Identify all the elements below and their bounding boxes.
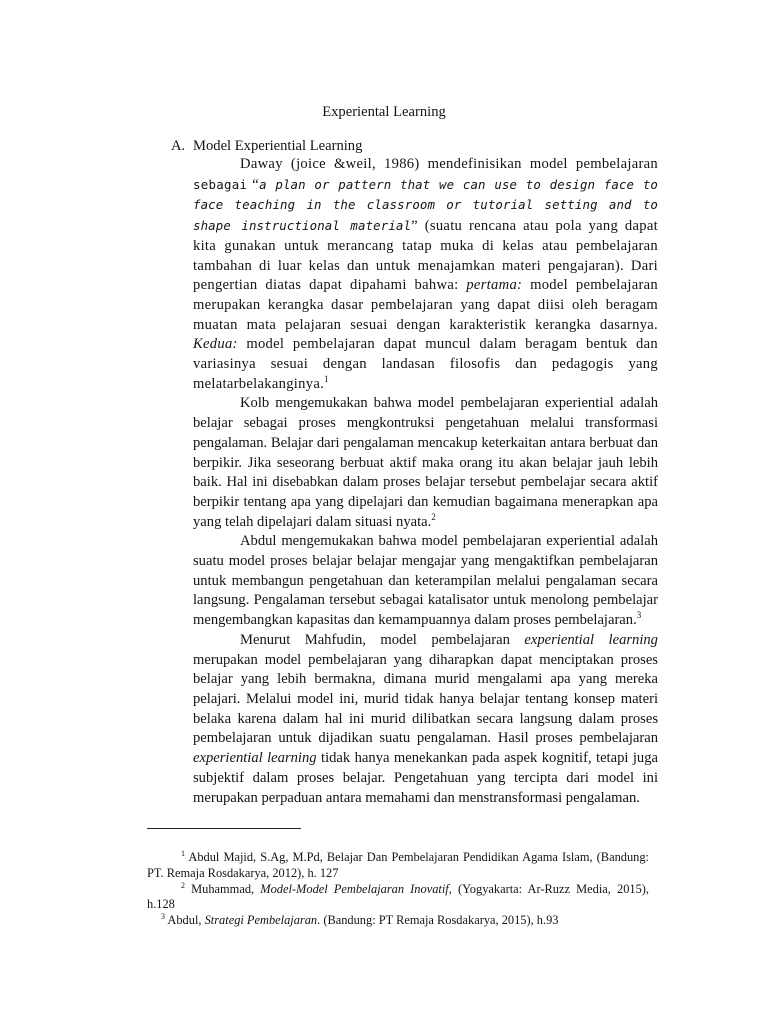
p1-quote-line-1: a plan or pattern that we can use to design face to face teaching	[193, 176, 658, 213]
p1-text-a: Daway (joice &weil, 1986) mendefinisikan model pembelajaran	[240, 156, 658, 172]
footnotes	[147, 850, 649, 929]
footnote-3	[147, 913, 649, 929]
section-heading	[171, 136, 362, 156]
footnote-ref-3: 3	[636, 610, 642, 621]
p2-text: Kolb mengemukakan bahwa model pembelajaran experiential adalah belajar sebagai proses mengkontruksi pengetahuan melalui transformasi pengalaman. Belajar dari pengalaman mencakup keterkaitan antara berbuat dan berpikir. Jika seseorang berbuat aktif maka orang itu akan belajar jauh lebih baik. Hal ini disebabkan dalam proses belajar tersebut pembelajar secara aktif berpikir tentang apa yang dipelajari dan kemudian bagaimana menerapkan apa yang telah dipelajari dalam situasi nyata.	[193, 395, 658, 530]
paragraph-abdul	[193, 532, 658, 631]
footnote-2-post: , (Yogyakarta: Ar-Ruzz Media, 2015), h.128	[147, 881, 650, 912]
footnote-1	[147, 850, 649, 882]
paragraph-kolb	[193, 394, 658, 532]
footnote-1-text: Abdul Majid, S.Ag, M.Pd, Belajar Dan Pembelajaran Pendidikan Agama Islam, (Bandung: PT. Remaja Rosdakarya, 2012), h. 127	[147, 850, 649, 880]
p1-emphasis-kedua: Kedua:	[193, 336, 238, 353]
p4-text-e: tidak hanya menekankan pada aspek kognitif, tetapi juga subjektif dalam proses belajar. Pengetahuan yang tercipta dari model ini merupakan perpaduan antara memahami dan menstransformasi pengalaman.	[193, 750, 658, 806]
p1-text-b: sebagai	[193, 176, 248, 192]
footnote-1-number: 1	[181, 849, 185, 858]
p1-text-f: ”	[411, 218, 418, 235]
p1-text-i: model pembelajaran merupakan kerangka dasar pembelajaran yang dapat diisi oleh beragam muatan mata pelajaran sesuai dengan karakteristik kerangka dasarnya.	[193, 277, 659, 333]
footnote-ref-1: 1	[324, 373, 329, 384]
footnote-divider	[147, 828, 301, 829]
p4-text-a: Menurut Mahfudin, model pembelajaran	[240, 631, 525, 648]
section-heading-text: Model Experiential Learning	[193, 138, 363, 154]
footnote-3-number: 3	[161, 912, 165, 922]
p1-text-g: (suatu rencana atau pola yang dapat kita gunakan untuk merancang tatap muka di kelas atau pembelajaran tambahan di luar kelas dan untuk menajamkan materi pengajaran). Dari pengertian diatas dapat dipahami bahwa:	[193, 218, 658, 294]
p4-emphasis-1: experiential learning	[524, 631, 658, 648]
page-title: Experiental Learning	[322, 104, 446, 120]
footnote-3-title: Strategi Pembelajaran	[204, 913, 318, 928]
body-text	[193, 155, 658, 808]
footnote-ref-2: 2	[431, 511, 436, 522]
paragraph-mahfudin	[193, 631, 658, 808]
p4-emphasis-2: experiential learning	[193, 750, 317, 767]
footnote-2-number: 2	[181, 880, 185, 890]
p1-quote-line-2: in the classroom or tutorial setting and to shape instructional material	[193, 197, 659, 234]
footnote-3-pre: Abdul,	[165, 913, 205, 928]
p1-text-k: model pembelajaran dapat muncul dalam beragam bentuk dan variasinya sesuai dengan landasan filosofis dan pedagogis yang melatarbelakanginya.	[193, 336, 658, 392]
p3-text: Abdul mengemukakan bahwa model pembelajaran experiential adalah suatu model proses belajar belajar mengajar yang mengaktifkan pembelajaran untuk membangun pengetahuan dan keterampilan melalui pengalaman secara langsung. Pengalaman tersebut sebagai katalisator untuk menolong pembelajar mengembangkan kapasitas dan kemampuannya dalam proses pembelajaran.	[193, 533, 658, 629]
footnote-3-post: . (Bandung: PT Remaja Rosdakarya, 2015), h.93	[317, 913, 559, 928]
footnote-2-title: Model-Model Pembelajaran Inovatif	[260, 881, 449, 896]
section-letter: A.	[171, 138, 186, 154]
p4-text-c: merupakan model pembelajaran yang diharapkan dapat menciptakan proses belajar yang lebih bermakna, dimana murid mengalami apa yang mereka pelajari. Melalui model ini, murid tidak hanya belajar tentang konsep materi belaka karena dalam hal ini murid dilibatkan secara langsung dalam proses pembelajaran untuk dijadikan suatu pengalaman. Hasil proses pembelajaran	[193, 651, 658, 747]
p1-emphasis-pertama: pertama:	[466, 277, 523, 294]
footnote-2	[147, 882, 649, 914]
footnote-2-pre: Muhammad,	[185, 881, 261, 896]
p1-text-c: “	[247, 176, 260, 193]
paragraph-definition	[193, 155, 658, 394]
